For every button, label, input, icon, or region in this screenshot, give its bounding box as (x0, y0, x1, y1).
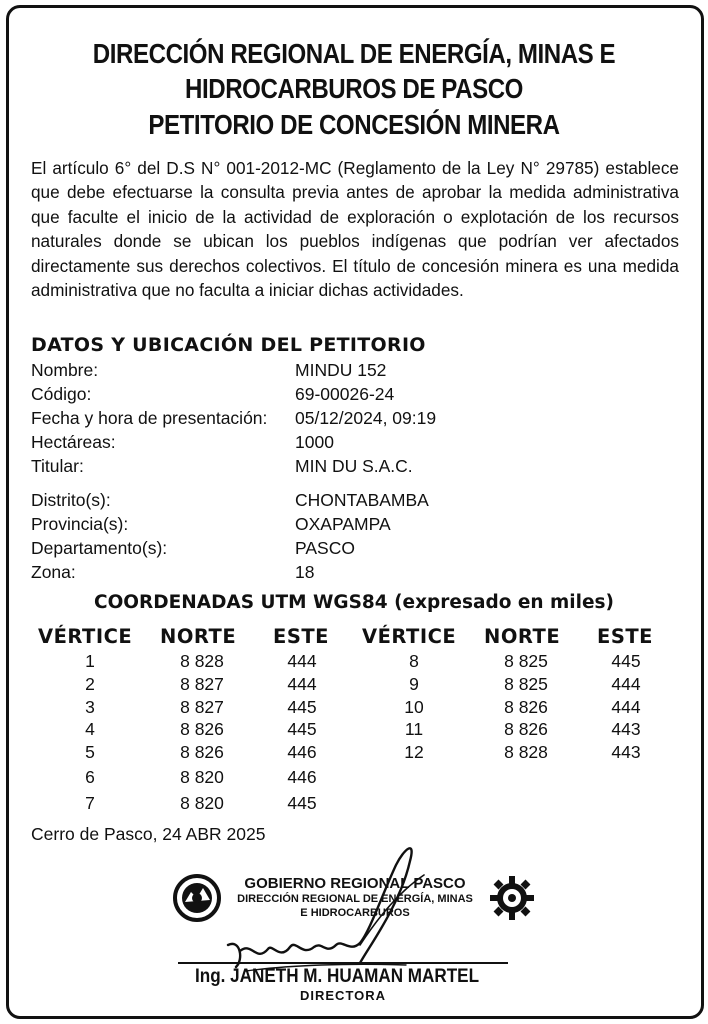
field-label: Zona: (31, 562, 76, 582)
stamp-line-2: DIRECCIÓN REGIONAL DE ENERGÍA, MINAS (237, 893, 473, 905)
coord-east-cell: 444 (611, 697, 641, 717)
coord-vertex-cell: 12 (404, 742, 424, 762)
coord-east-cell: 445 (287, 697, 317, 717)
stamp-line-1: GOBIERNO REGIONAL PASCO (244, 875, 466, 892)
field-value: 1000 (295, 432, 334, 452)
field-value: MINDU 152 (295, 360, 387, 380)
coord-vertex-cell: 7 (85, 793, 95, 813)
coord-vertex-cell: 8 (409, 651, 419, 671)
coord-east-cell: 445 (611, 651, 641, 671)
coord-vertex-cell: 9 (409, 674, 419, 694)
header-norte-left: NORTE (160, 625, 237, 648)
field-label: Titular: (31, 456, 84, 476)
coord-vertex-cell: 2 (85, 674, 95, 694)
coordinates-title: COORDENADAS UTM WGS84 (expresado en miles) (94, 592, 614, 613)
coord-east-cell: 444 (287, 674, 317, 694)
field-value: CHONTABAMBA (295, 490, 429, 510)
coord-vertex-cell: 6 (85, 767, 95, 787)
coord-north-cell: 8 820 (180, 793, 224, 813)
coord-east-cell: 445 (287, 793, 317, 813)
coord-east-cell: 446 (287, 767, 317, 787)
field-value: PASCO (295, 538, 355, 558)
coord-north-cell: 8 827 (180, 674, 224, 694)
coord-east-cell: 446 (287, 742, 317, 762)
header-este-left: ESTE (273, 625, 329, 648)
coord-north-cell: 8 826 (180, 742, 224, 762)
coord-east-cell: 445 (287, 719, 317, 739)
header-vertice-left: VÉRTICE (38, 625, 133, 648)
coord-east-cell: 443 (611, 742, 641, 762)
coord-vertex-cell: 4 (85, 719, 95, 739)
title-line-2: HIDROCARBUROS DE PASCO (185, 73, 523, 104)
coord-north-cell: 8 828 (504, 742, 548, 762)
coord-north-cell: 8 825 (504, 674, 548, 694)
field-value: OXAPAMPA (295, 514, 391, 534)
coord-vertex-cell: 11 (404, 719, 424, 739)
field-value: 05/12/2024, 09:19 (295, 408, 437, 428)
field-label: Hectáreas: (31, 432, 116, 452)
coord-north-cell: 8 826 (504, 697, 548, 717)
coord-east-cell: 443 (611, 719, 641, 739)
field-label: Departamento(s): (31, 538, 168, 558)
field-label: Nombre: (31, 360, 99, 380)
header-este-right: ESTE (597, 625, 653, 648)
field-value: 18 (295, 562, 315, 582)
header-vertice-right: VÉRTICE (362, 625, 457, 648)
field-label: Fecha y hora de presentación: (31, 408, 268, 428)
place-date: Cerro de Pasco, 24 ABR 2025 (31, 824, 266, 844)
coord-north-cell: 8 826 (504, 719, 548, 739)
title-line-3: PETITORIO DE CONCESIÓN MINERA (148, 109, 560, 140)
signatory-name: Ing. JANETH M. HUAMAN MARTEL (195, 966, 480, 987)
coord-vertex-cell: 5 (85, 742, 95, 762)
header-norte-right: NORTE (484, 625, 561, 648)
coord-east-cell: 444 (611, 674, 641, 694)
field-label: Código: (31, 384, 92, 404)
signature-line (178, 962, 508, 964)
coord-vertex-cell: 3 (85, 697, 95, 717)
field-value: MIN DU S.A.C. (295, 456, 413, 476)
signatory-role: DIRECTORA (300, 988, 387, 1003)
coord-east-cell: 444 (287, 651, 317, 671)
title-line-1: DIRECCIÓN REGIONAL DE ENERGÍA, MINAS E (92, 38, 616, 69)
stamp-line-3: E HIDROCARBUROS (300, 907, 410, 919)
coord-north-cell: 8 825 (504, 651, 548, 671)
field-label: Provincia(s): (31, 514, 129, 534)
coord-north-cell: 8 826 (180, 719, 224, 739)
intro-paragraph: El artículo 6° del D.S N° 001-2012-MC (Reglamento de la Ley N° 29785) establece que debe efectuarse la consulta previa antes de aprobar la medida administrativa que faculte el inicio de la actividad de exploración o explotación de los recursos naturales donde se ubican los pueblos indígenas que podrían ver afectados directamente sus derechos colectivos. El título de concesión minera es una medida administrativa que no faculta a iniciar dichas actividades. (31, 158, 679, 301)
coord-north-cell: 8 827 (180, 697, 224, 717)
field-value: 69-00026-24 (295, 384, 395, 404)
field-label: Distrito(s): (31, 490, 111, 510)
coord-north-cell: 8 820 (180, 767, 224, 787)
coord-north-cell: 8 828 (180, 651, 224, 671)
coord-vertex-cell: 10 (404, 697, 424, 717)
section-title: DATOS Y UBICACIÓN DEL PETITORIO (31, 334, 426, 356)
coord-vertex-cell: 1 (85, 651, 95, 671)
